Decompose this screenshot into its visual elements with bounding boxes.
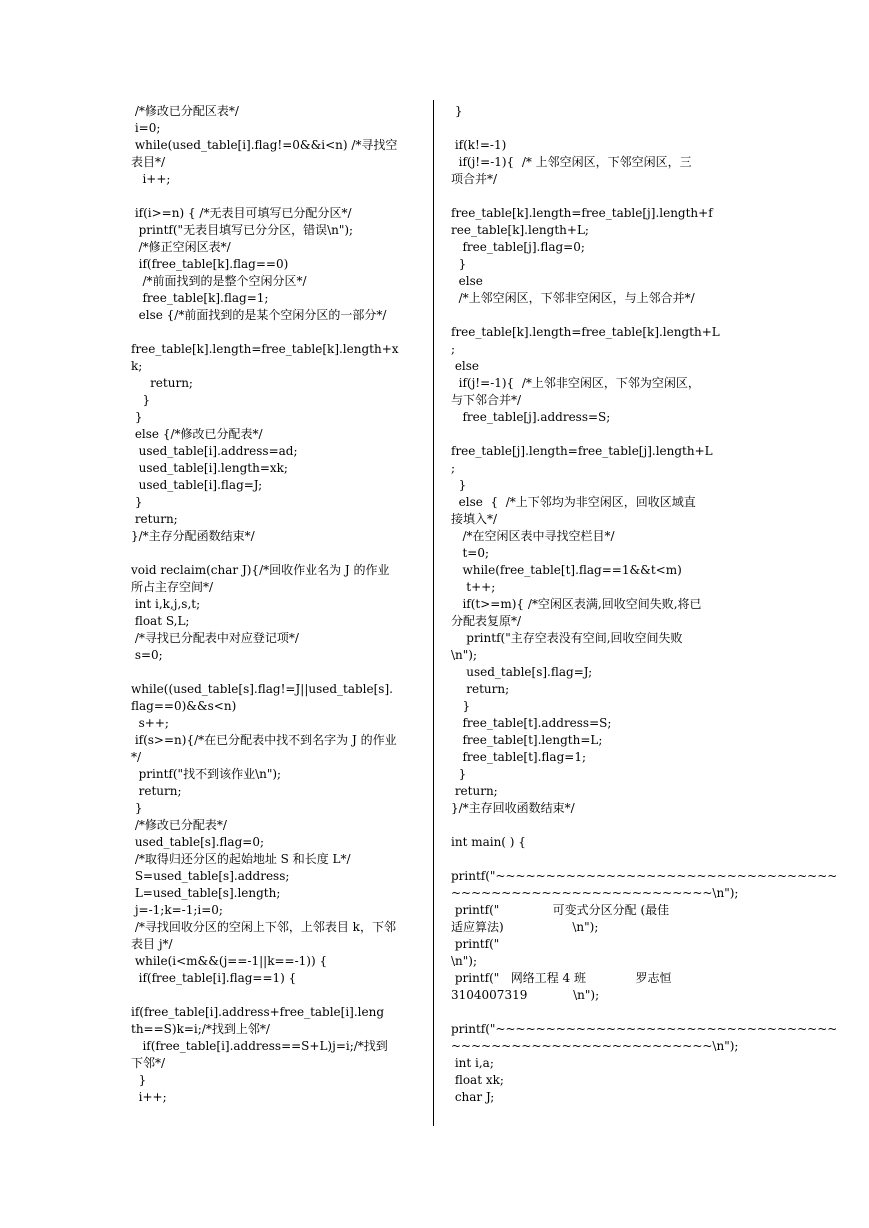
code-line: ~~~~~~~~~~~~~~~~~~~~~~~~~~\n");	[451, 886, 739, 900]
code-line: 项合并*/	[451, 172, 498, 186]
code-line: \n");	[451, 954, 478, 968]
code-line: printf("主存空表没有空间,回收空间失败	[451, 631, 683, 645]
code-line: ;	[451, 342, 456, 356]
code-line: }	[451, 699, 471, 713]
code-line: else	[451, 359, 480, 373]
code-line: free_table[k].flag=1;	[131, 291, 269, 305]
code-line: /*修改已分配区表*/	[131, 104, 239, 118]
code-line: free_table[t].flag=1;	[451, 750, 586, 764]
code-line: void reclaim(char J){/*回收作业名为 J 的作业	[131, 563, 390, 577]
code-line: free_table[j].flag=0;	[451, 240, 585, 254]
code-line	[451, 426, 741, 443]
code-line: printf("~~~~~~~~~~~~~~~~~~~~~~~~~~~~~~~~~~	[451, 869, 838, 883]
code-line: k;	[131, 359, 143, 373]
code-line: }	[451, 104, 463, 118]
code-line: used_table[s].flag=J;	[451, 665, 593, 679]
code-line: 分配表复原*/	[451, 614, 522, 628]
code-line	[131, 664, 421, 681]
code-line: free_table[k].length=free_table[k].length+L	[451, 325, 720, 339]
left-code-column	[131, 103, 421, 1106]
code-line: /*寻找回收分区的空闲上下邻，上邻表目 k，下邻	[131, 920, 396, 934]
code-line: }	[131, 495, 143, 509]
code-line: used_table[i].flag=J;	[131, 478, 263, 492]
code-line: }	[451, 257, 467, 271]
code-line: else {/*前面找到的是某个空闲分区的一部分*/	[131, 308, 387, 322]
code-line: t++;	[451, 580, 496, 594]
code-line: ree_table[k].length+L;	[451, 223, 589, 237]
code-line: 接填入*/	[451, 512, 498, 526]
code-line: return;	[451, 682, 510, 696]
code-line: 表目*/	[131, 155, 166, 169]
right-code-column	[451, 103, 838, 1106]
code-line: free_table[j].length=free_table[j].length+L	[451, 444, 713, 458]
code-line: else {/*修改已分配表*/	[131, 427, 263, 441]
code-line	[451, 307, 741, 324]
code-line: }	[451, 767, 467, 781]
code-line: 下邻*/	[131, 1056, 166, 1070]
code-line: ;	[451, 461, 456, 475]
code-line: if(i>=n) { /*无表目可填写已分配分区*/	[131, 206, 352, 220]
code-line: i++;	[131, 172, 171, 186]
code-line: free_table[k].length=free_table[k].length+x	[131, 342, 399, 356]
code-line: /*寻找已分配表中对应登记项*/	[131, 631, 299, 645]
code-line: free_table[t].address=S;	[451, 716, 612, 730]
code-line	[451, 1004, 741, 1021]
code-line: if(j!=-1){ /*上邻非空闲区，下邻为空闲区，	[451, 376, 700, 390]
code-line: /*取得归还分区的起始地址 S 和长度 L*/	[131, 852, 351, 866]
code-line: }	[451, 478, 467, 492]
code-line	[451, 817, 741, 834]
code-line: 适应算法) \n");	[451, 920, 599, 934]
code-line: flag==0)&&s<n)	[131, 699, 237, 713]
code-line: /*前面找到的是整个空闲分区*/	[131, 274, 307, 288]
code-line: }	[131, 1073, 147, 1087]
code-line: if(j!=-1){ /* 上邻空闲区，下邻空闲区，三	[451, 155, 692, 169]
code-line: float S,L;	[131, 614, 190, 628]
code-line: float xk;	[451, 1073, 504, 1087]
code-line: if(free_table[k].flag==0)	[131, 257, 289, 271]
code-line: 与下邻合并*/	[451, 393, 522, 407]
code-line: if(free_table[i].address==S+L)j=i;/*找到	[131, 1039, 388, 1053]
code-line: /*上邻空闲区，下邻非空闲区，与上邻合并*/	[451, 291, 695, 305]
code-line: if(free_table[i].address+free_table[i].leng	[131, 1005, 385, 1019]
code-line: }	[131, 801, 143, 815]
code-line: printf(" 网络工程 4 班 罗志恒	[451, 971, 672, 985]
code-line: while(used_table[i].flag!=0&&i<n) /*寻找空	[131, 138, 398, 152]
code-line: char J;	[451, 1090, 495, 1104]
code-line: printf("无表目填写已分分区，错误\n");	[131, 223, 354, 237]
code-line: }/*主存分配函数结束*/	[131, 529, 255, 543]
code-line: }	[131, 393, 151, 407]
code-line: return;	[131, 512, 178, 526]
code-line: /*修正空闲区表*/	[131, 240, 231, 254]
code-line: /*在空闲区表中寻找空栏目*/	[451, 529, 615, 543]
code-line: 表目 j*/	[131, 937, 173, 951]
code-line: i++;	[131, 1090, 167, 1104]
code-line: if(k!=-1)	[451, 138, 507, 152]
code-line: return;	[131, 376, 193, 390]
code-line: S=used_table[s].address;	[131, 869, 290, 883]
code-line: if(free_table[i].flag==1) {	[131, 971, 297, 985]
code-line: s++;	[131, 716, 169, 730]
code-line	[131, 188, 421, 205]
code-line: j=-1;k=-1;i=0;	[131, 903, 223, 917]
code-line	[131, 324, 421, 341]
code-line: /*修改已分配表*/	[131, 818, 227, 832]
code-line: else	[451, 274, 483, 288]
code-line: free_table[k].length=free_table[j].length+f	[451, 206, 713, 220]
code-line: printf(" 可变式分区分配 (最佳	[451, 903, 670, 917]
code-line: th==S)k=i;/*找到上邻*/	[131, 1022, 270, 1036]
code-line: */	[131, 750, 142, 764]
code-line: \n");	[451, 648, 478, 662]
code-line: int i,k,j,s,t;	[131, 597, 201, 611]
code-line	[451, 188, 741, 205]
code-line: return;	[131, 784, 182, 798]
code-line: used_table[s].flag=0;	[131, 835, 264, 849]
code-line: return;	[451, 784, 498, 798]
code-line: free_table[t].length=L;	[451, 733, 603, 747]
code-line: t=0;	[451, 546, 489, 560]
code-line: }/*主存回收函数结束*/	[451, 801, 575, 815]
code-line: while(free_table[t].flag==1&&t<m)	[451, 563, 682, 577]
code-line: L=used_table[s].length;	[131, 886, 281, 900]
code-line: used_table[i].length=xk;	[131, 461, 288, 475]
code-line: 所占主存空间*/	[131, 580, 214, 594]
code-line: if(t>=m){ /*空闲区表满,回收空间失败,将已	[451, 597, 702, 611]
code-line: s=0;	[131, 648, 163, 662]
code-line: int main( ) {	[451, 835, 526, 849]
code-line: ~~~~~~~~~~~~~~~~~~~~~~~~~~\n");	[451, 1039, 739, 1053]
code-line	[131, 545, 421, 562]
code-line: }	[131, 410, 143, 424]
code-line: used_table[i].address=ad;	[131, 444, 298, 458]
code-line: int i,a;	[451, 1056, 494, 1070]
code-line: 3104007319 \n");	[451, 988, 600, 1002]
column-divider	[433, 100, 434, 1126]
code-line: while((used_table[s].flag!=J||used_table[s].	[131, 682, 393, 696]
code-line: printf("找不到该作业\n");	[131, 767, 282, 781]
code-line: printf("	[451, 937, 500, 951]
code-line: free_table[j].address=S;	[451, 410, 611, 424]
code-line	[131, 987, 421, 1004]
code-line: else { /*上下邻均为非空闲区，回收区域直	[451, 495, 696, 509]
code-line: printf("~~~~~~~~~~~~~~~~~~~~~~~~~~~~~~~~~~	[451, 1022, 838, 1036]
code-line	[451, 120, 741, 137]
code-line: i=0;	[131, 121, 161, 135]
code-line: while(i<m&&(j==-1||k==-1)) {	[131, 954, 328, 968]
code-line	[451, 851, 741, 868]
code-line: if(s>=n){/*在已分配表中找不到名字为 J 的作业	[131, 733, 397, 747]
